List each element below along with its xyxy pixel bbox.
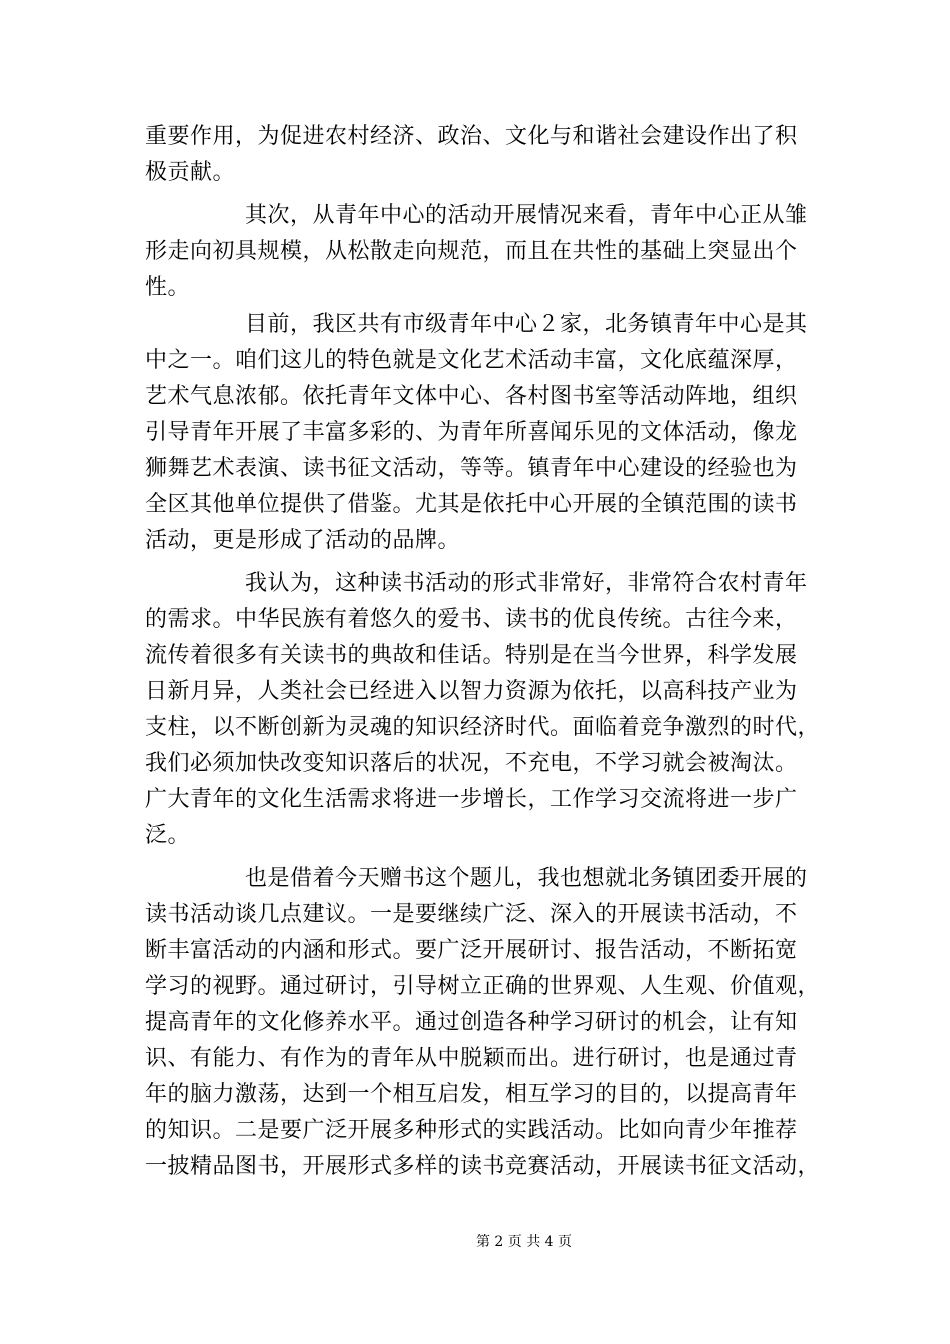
text-line: 性。 bbox=[145, 275, 191, 300]
text-line: 年的脑力激荡，达到一个相互启发，相互学习的目的，以提高青年 bbox=[145, 1082, 798, 1107]
text-line: 引导青年开展了丰富多彩的、为青年所喜闻乐见的文体活动，像龙 bbox=[145, 420, 798, 445]
paragraph-start-line: 目前，我区共有市级青年中心２家，北务镇青年中心是其 bbox=[245, 312, 808, 337]
text-line: 读书活动谈几点建议。一是要继续广泛、深入的开展读书活动，不 bbox=[145, 902, 798, 927]
text-line: 重要作用，为促进农村经济、政治、文化与和谐社会建设作出了积 bbox=[145, 124, 798, 149]
text-line: 狮舞艺术表演、读书征文活动，等等。镇青年中心建设的经验也为 bbox=[145, 456, 798, 481]
text-line: 断丰富活动的内涵和形式。要广泛开展研讨、报告活动，不断拓宽 bbox=[145, 938, 798, 963]
text-line: 我们必须加快改变知识落后的状况，不充电，不学习就会被淘汰。 bbox=[145, 751, 798, 776]
text-line: 艺术气息浓郁。依托青年文体中心、各村图书室等活动阵地，组织 bbox=[145, 384, 798, 409]
text-line: 全区其他单位提供了借鉴。尤其是依托中心开展的全镇范围的读书 bbox=[145, 492, 798, 517]
text-line: 流传着很多有关读书的典故和佳话。特别是在当今世界，科学发展 bbox=[145, 643, 798, 668]
text-line: 提高青年的文化修养水平。通过创造各种学习研讨的机会，让有知 bbox=[145, 1010, 798, 1035]
text-line: 泛。 bbox=[145, 823, 191, 848]
text-line: 极贡献。 bbox=[145, 160, 236, 185]
text-line: 广大青年的文化生活需求将进一步增长，工作学习交流将进一步广 bbox=[145, 787, 798, 812]
text-line: 学习的视野。通过研讨，引导树立正确的世界观、人生观、价值观， bbox=[145, 974, 821, 999]
text-line: 的知识。二是要广泛开展多种形式的实践活动。比如向青少年推荐 bbox=[145, 1118, 798, 1143]
text-line: 日新月异，人类社会已经进入以智力资源为依托，以高科技产业为 bbox=[145, 679, 798, 704]
paragraph-start-line: 其次，从青年中心的活动开展情况来看，青年中心正从雏 bbox=[245, 203, 808, 228]
paragraph-start-line: 也是借着今天赠书这个题儿，我也想就北务镇团委开展的 bbox=[245, 866, 808, 891]
text-line: 的需求。中华民族有着悠久的爱书、读书的优良传统。古往今来， bbox=[145, 607, 798, 632]
page-number-footer: 第 2 页 共 4 页 bbox=[475, 1234, 573, 1250]
text-line: 一披精品图书，开展形式多样的读书竞赛活动，开展读书征文活动， bbox=[145, 1154, 821, 1179]
text-line: 中之一。咱们这儿的特色就是文化艺术活动丰富，文化底蕴深厚， bbox=[145, 348, 798, 373]
text-line: 支柱，以不断创新为灵魂的知识经济时代。面临着竞争激烈的时代， bbox=[145, 715, 821, 740]
text-line: 活动，更是形成了活动的品牌。 bbox=[145, 528, 461, 553]
text-line: 形走向初具规模，从松散走向规范，而且在共性的基础上突显出个 bbox=[145, 239, 798, 264]
text-line: 识、有能力、有作为的青年从中脱颖而出。进行研讨，也是通过青 bbox=[145, 1046, 798, 1071]
paragraph-start-line: 我认为，这种读书活动的形式非常好，非常符合农村青年 bbox=[245, 571, 808, 596]
